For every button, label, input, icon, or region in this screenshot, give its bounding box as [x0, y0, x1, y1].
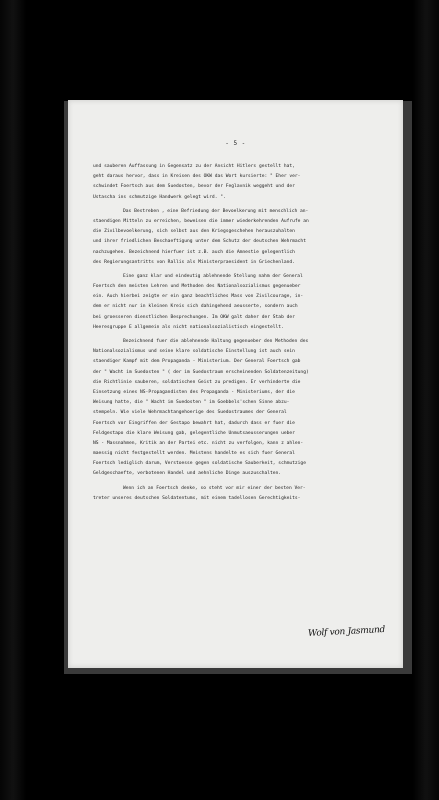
text-line: staendiger Kampf mit dem Propaganda - Ministerium. Der General Foertsch gab [93, 359, 301, 365]
paragraph [93, 272, 393, 333]
document-body [93, 162, 393, 504]
text-line: geht daraus hervor, dass in Kreisen des OKW das Wort kursierte: " Eher ver- [93, 174, 301, 180]
handwritten-signature: Wolf von Jasmund [307, 624, 386, 640]
text-line: Feldgestapo die klare Weisung gab, gelegentliche Unmutsaeusserungen ueber [93, 430, 295, 436]
paragraph [93, 484, 393, 504]
paragraph [93, 162, 393, 203]
text-line: der " Wacht im Suedosten " ( der im Suedostraum erscheinenden Soldatenzeitung) [93, 369, 309, 375]
text-line: Wenn ich an Foertsch denke, so steht vor mir einer der besten Ver- [123, 485, 306, 491]
text-line: Geldgeschaefte, verbotenen Handel und aehnliche Dinge auszuschalten. [93, 471, 282, 477]
paragraph [93, 207, 393, 268]
text-line: und ihrer friedlichen Beschaeftigung unter dem Schutz der deutschen Wehrmacht [93, 239, 306, 245]
text-line: dem er nicht nur in kleinen Kreis sich dahingehend aeusserte, sondern auch [93, 304, 298, 310]
page-number: - 5 - [225, 140, 246, 147]
document-page [68, 100, 403, 668]
text-line: schwindet Foertsch aus dem Suedosten, bevor der Feglavnik weggeht und der [93, 184, 295, 190]
text-line: und sauberen Auffassung in Gegensatz zu der Ansicht Hitlers gestellt hat, [93, 164, 295, 169]
text-line: maessig nicht festgestellt werden. Meistens handelte es sich fuer General [93, 451, 295, 457]
text-line: Foertsch lediglich darum, Verstoesse gegen soldatische Sauberkeit, schmutzige [93, 461, 306, 467]
text-line: Weisung hatte, die " Wacht im Suedosten " im Goebbels'schen Sinne abzu- [93, 400, 290, 406]
text-line: treter unseres deutschen Soldatentums, mit einem tadellosen Gerechtigkeits- [93, 495, 301, 501]
text-line: Heeresgruppe E allgemein als nicht nationalsozialistisch eingestellt. [93, 324, 284, 330]
text-line: Foertsch vor Eingriffen der Gestapo bewahrt hat, dadurch dass er fuer die [93, 420, 295, 426]
text-line: Einsetzung eines NS-Propagandisten des Propaganda - Ministeriums, der die [93, 389, 295, 395]
text-line: die Zivilbevoelkerung, sich selbst aus den Kriegsgeschehen herauszuhalten [93, 229, 295, 235]
text-line: Das Bestreben , eine Befriedung der Bevoelkerung mit menschlich an- [123, 208, 309, 214]
text-line: ein. Auch hierbei zeigte er ein ganz beachtliches Mass von Zivilcourage, in- [93, 294, 304, 300]
text-line: Ustascha ins schmutzige Handwerk gelegt wird. ". [93, 194, 226, 200]
paragraph [93, 337, 393, 480]
text-line: Foertsch den meisten Lehren und Methoden des Nationalsozialismus gegenueber [93, 284, 301, 290]
text-line: des Regierungsantritts von Rallis als Ministerpraesident in Griechenland. [93, 259, 295, 265]
text-line: Eine ganz klar und eindeutig ablehnende Stellung nahm der General [123, 273, 303, 279]
text-line: staendigen Mitteln zu erreichen, beweisen die immer wiederkehrenden Aufrufe an [93, 218, 309, 224]
text-line: stempeln. Wie viele Wehrmachtangehoerige des Suedostraumes der General [93, 410, 287, 416]
text-line: die Richtlinie sauberen, soldatischen Geist zu predigen. Er verhinderte die [93, 379, 301, 385]
text-line: Bezeichnend fuer die ablehnende Haltung gegenueber den Methoden des [123, 339, 309, 344]
text-line: Nationalsozialismus und seine klare soldatische Einstellung ist auch sein [93, 349, 295, 355]
text-line: nachzugehen. Bezeichnend hierfuer ist z.B. auch die Amnestie gelegentlich [93, 249, 295, 255]
text-line: bei groesseren dienstlichen Besprechungen. Im OKW galt daher der Stab der [93, 314, 295, 320]
text-line: NS - Massnahmen, Kritik an der Partei etc. nicht zu verfolgen, kann z ahlen- [93, 440, 304, 446]
